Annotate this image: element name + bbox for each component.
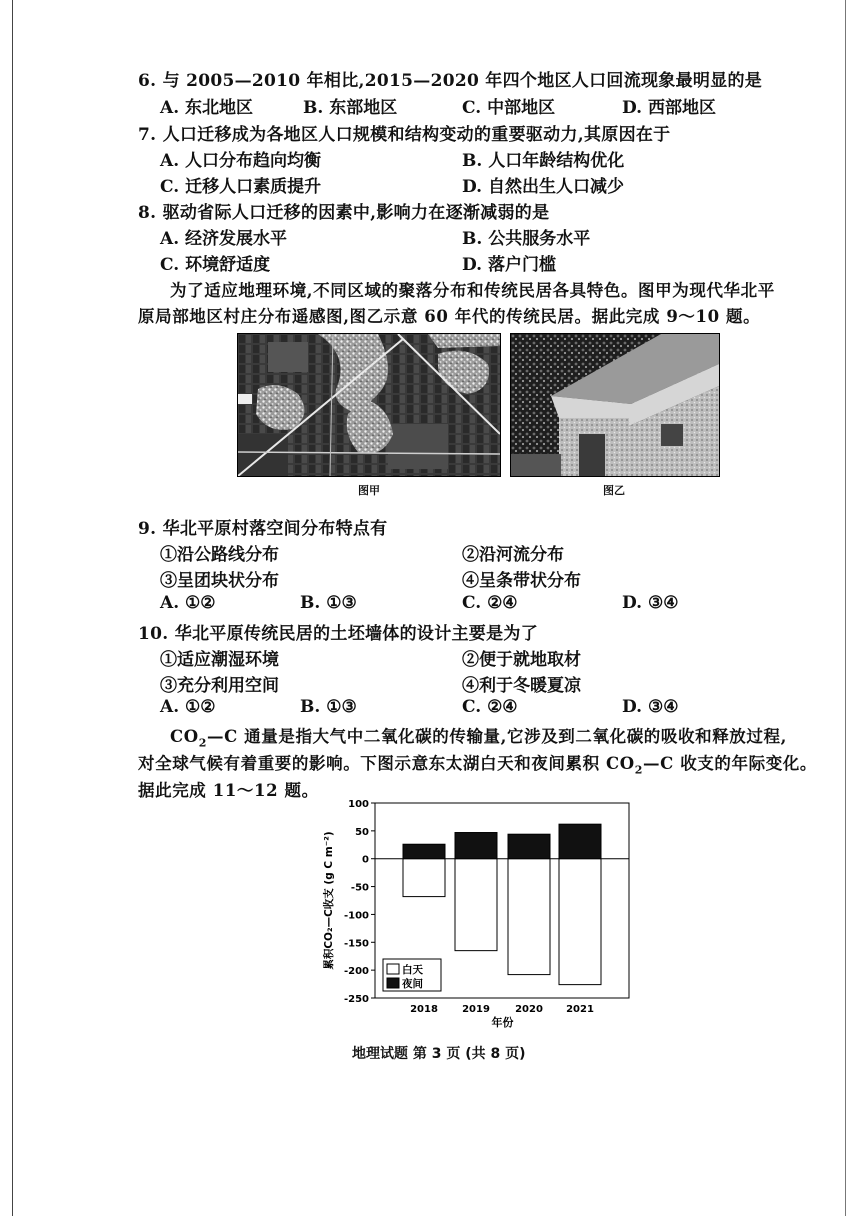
y-tick-label: -250: [343, 994, 369, 1005]
passage-1-line-2: 原局部地区村庄分布遥感图,图乙示意 60 年代的传统民居。据此完成 9～10 题。: [138, 307, 761, 326]
q9-option-a: A. ①②: [160, 593, 216, 613]
page-edge-left: [12, 0, 13, 1216]
passage-2-line-1-text: —C 通量是指大气中二氧化碳的传输量,它涉及到二氧化碳的吸收和释放过程,: [206, 727, 787, 746]
figure-a-satellite-image: [237, 333, 501, 477]
x-axis-label: 年份: [491, 1016, 514, 1029]
q10-statement-2: ②便于就地取材: [462, 650, 581, 670]
passage-2-co2-sub: 2: [198, 736, 207, 750]
y-axis-label: 累积CO₂—C收支 (g C m⁻²): [323, 831, 335, 970]
y-tick-label: -150: [343, 938, 369, 950]
co2-flux-bar-chart: [310, 795, 630, 1035]
q9-statement-3: ③呈团块状分布: [160, 571, 279, 591]
passage-2-line-1: [170, 723, 787, 749]
passage-2-line-2-text: 对全球气候有着重要的影响。下图示意东太湖白天和夜间累积 CO: [138, 754, 635, 773]
q7-option-b: B. 人口年龄结构优化: [462, 151, 625, 171]
q6-option-a: A. 东北地区: [160, 98, 254, 118]
q9-statement-2: ②沿河流分布: [462, 545, 564, 565]
y-tick-label: -50: [350, 882, 369, 894]
y-tick-label: 0: [362, 854, 369, 866]
y-tick-label: 50: [355, 826, 369, 838]
x-tick-label: 2019: [462, 1004, 490, 1015]
page-footer: 地理试题 第 3 页 (共 8 页): [352, 1046, 526, 1062]
legend-label-0: 白天: [402, 964, 423, 976]
passage-2-line-3: 据此完成 11～12 题。: [138, 781, 319, 800]
question-7-stem: 7. 人口迁移成为各地区人口规模和结构变动的重要驱动力,其原因在于: [138, 125, 671, 145]
question-9-stem: 9. 华北平原村落空间分布特点有: [138, 519, 388, 539]
q7-option-d: D. 自然出生人口减少: [462, 177, 624, 197]
house-photo-drawing: [511, 334, 719, 476]
figure-b-house-photo: [510, 333, 720, 477]
q9-option-c: C. ②④: [462, 593, 518, 613]
legend-swatch-0: [387, 964, 399, 974]
passage-2-line-2-tail: —C 收支的年际变化。: [643, 754, 817, 773]
q9-statement-4: ④呈条带状分布: [462, 571, 581, 591]
q9-option-b: B. ①③: [300, 593, 357, 613]
q7-option-c: C. 迁移人口素质提升: [160, 177, 322, 197]
legend-label-1: 夜间: [402, 978, 423, 990]
question-6-stem: 6. 与 2005—2010 年相比,2015—2020 年四个地区人口回流现象最明显的是: [138, 71, 763, 91]
q8-option-b: B. 公共服务水平: [462, 229, 591, 249]
q10-statement-4: ④利于冬暖夏凉: [462, 676, 581, 696]
q7-option-a: A. 人口分布趋向均衡: [160, 151, 322, 171]
q9-option-d: D. ③④: [622, 593, 679, 613]
q10-option-b: B. ①③: [300, 697, 357, 717]
figure-b-caption: 图乙: [603, 484, 625, 497]
q9-statement-1: ①沿公路线分布: [160, 545, 279, 565]
y-tick-label: -200: [343, 966, 369, 978]
question-8-stem: 8. 驱动省际人口迁移的因素中,影响力在逐渐减弱的是: [138, 203, 550, 223]
bar-night-2018: [403, 844, 445, 858]
q10-option-c: C. ②④: [462, 697, 518, 717]
question-10-stem: 10. 华北平原传统民居的土坯墙体的设计主要是为了: [138, 624, 538, 644]
figure-a-caption: 图甲: [358, 484, 380, 497]
q8-option-d: D. 落户门槛: [462, 255, 556, 275]
page-edge-right: [845, 0, 846, 1216]
passage-2-co2: CO: [170, 727, 199, 746]
bar-day-2018: [403, 859, 445, 897]
bar-night-2020: [508, 834, 550, 859]
legend-swatch-1: [387, 978, 399, 988]
bar-day-2021: [559, 859, 601, 985]
bar-night-2021: [559, 824, 601, 859]
q10-statement-3: ③充分利用空间: [160, 676, 279, 696]
x-tick-label: 2018: [410, 1004, 438, 1015]
passage-2-line-2-sub: 2: [634, 763, 644, 777]
q10-option-d: D. ③④: [622, 697, 679, 717]
q6-option-d: D. 西部地区: [622, 98, 716, 118]
y-tick-label: -100: [343, 910, 369, 922]
q10-statement-1: ①适应潮湿环境: [160, 650, 279, 670]
q6-option-b: B. 东部地区: [303, 98, 398, 118]
q8-option-a: A. 经济发展水平: [160, 229, 288, 249]
q8-option-c: C. 环境舒适度: [160, 255, 271, 275]
bar-night-2019: [455, 833, 497, 859]
passage-1-line-1: 为了适应地理环境,不同区域的聚落分布和传统民居各具特色。图甲为现代华北平: [170, 281, 775, 300]
q6-option-c: C. 中部地区: [462, 98, 556, 118]
bar-day-2019: [455, 859, 497, 951]
satellite-texture: [238, 334, 500, 476]
passage-2-line-2: [138, 750, 817, 776]
x-tick-label: 2021: [566, 1004, 594, 1015]
bar-day-2020: [508, 859, 550, 975]
x-tick-label: 2020: [515, 1004, 543, 1015]
q10-option-a: A. ①②: [160, 697, 216, 717]
y-tick-label: 100: [348, 799, 369, 810]
